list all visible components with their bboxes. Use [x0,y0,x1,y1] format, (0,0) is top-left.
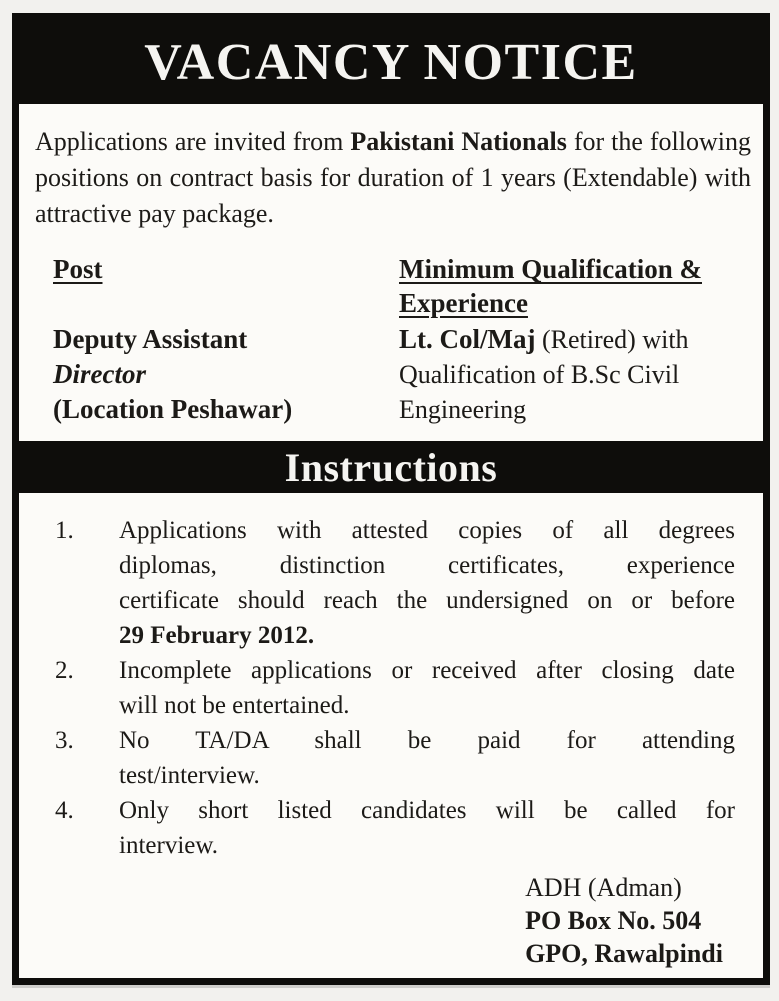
vacancy-notice-document [12,13,770,985]
qualification-rank: Lt. Col/Maj [399,324,536,354]
instruction-line: certificate should reach the undersigned on or before [119,587,735,614]
qualification-text [399,322,751,427]
intro-text-pre: Applications are invited from [35,127,351,156]
instruction-number: 2. [55,657,74,684]
contact-line-pobox: PO Box No. 504 [525,906,702,935]
post-title-line-2: Director [53,359,146,389]
instruction-line: interview. [119,832,219,859]
post-heading: Post [53,254,103,284]
instructions-list [19,513,763,863]
qualification-column [399,252,751,427]
instruction-line: diplomas, distinction certificates, experience [119,552,735,579]
contact-block [525,871,723,970]
notice-title: VACANCY NOTICE [144,33,638,91]
post-column [49,252,399,427]
notice-header-bar [19,20,763,104]
instruction-line: Applications with attested copies of all degrees [119,517,735,544]
intro-text-post: for the following positions on contract basis for duration of 1 years (Extendable) with attractive pay package. [35,127,751,228]
instruction-line: test/interview. [119,762,260,789]
contact-line-office: ADH (Adman) [525,873,682,902]
instructions-header-bar [19,441,763,493]
instruction-text [119,793,735,863]
qualification-detail: (Retired) with Qualification of B.Sc Civil Engineering [399,325,689,424]
contact-line-city: GPO, Rawalpindi [525,939,723,968]
instruction-text [119,723,735,793]
instruction-number: 3. [55,727,74,754]
qualification-heading: Minimum Qualification & Experience [399,254,702,318]
instruction-text [119,653,735,723]
intro-text-nationals: Pakistani Nationals [350,127,567,156]
instruction-line: Only short listed candidates will be called for [119,797,735,824]
post-qualification-section [49,252,751,427]
intro-paragraph [35,124,751,232]
instruction-number: 4. [55,797,74,824]
instruction-item [55,793,763,863]
post-location: (Location Peshawar) [53,394,293,424]
instruction-item [55,513,763,653]
instruction-line: Incomplete applications or received after closing date [119,657,735,684]
instruction-text [119,513,735,653]
instruction-line: No TA/DA shall be paid for attending [119,727,735,754]
post-title-line-1: Deputy Assistant [53,324,248,354]
instruction-item [55,653,763,723]
post-heading-row [53,252,399,286]
instruction-item [55,723,763,793]
instruction-line: 29 February 2012. [119,622,315,649]
post-details [53,322,399,427]
instructions-title: Instructions [284,444,498,490]
instruction-line: will not be entertained. [119,692,350,719]
instruction-number: 1. [55,517,74,544]
qualification-heading-row [399,252,751,320]
